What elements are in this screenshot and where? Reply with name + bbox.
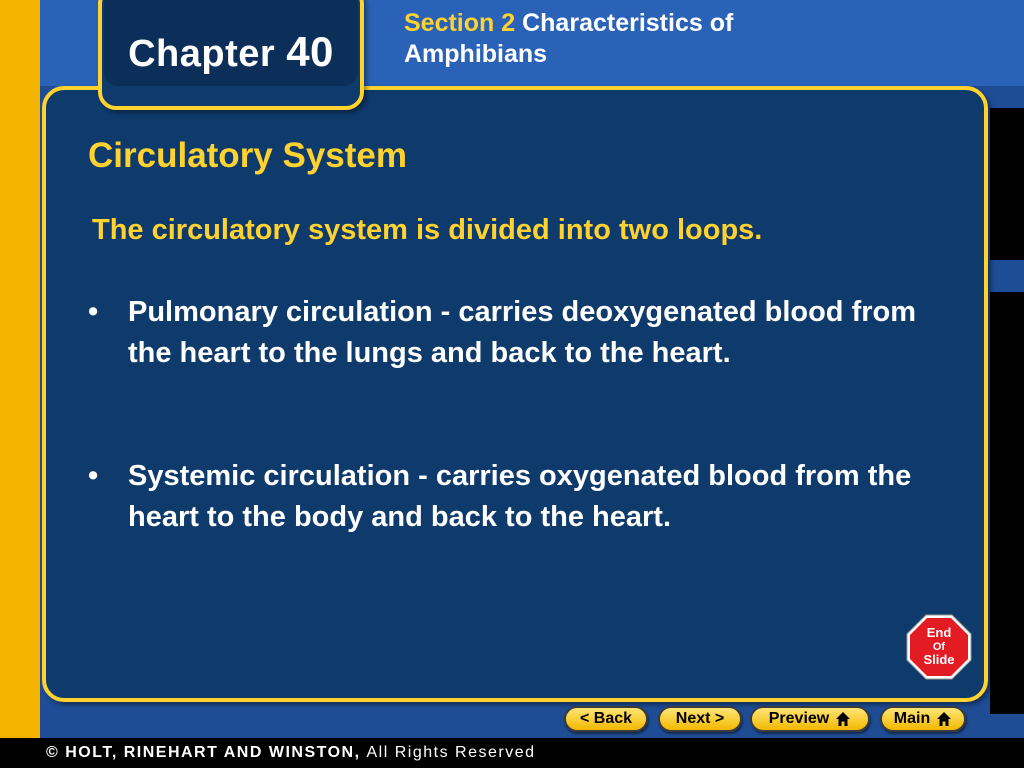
copyright-footer (0, 738, 1024, 768)
bullet-text: Pulmonary circulation - carries deoxygenated blood from the heart to the lungs and back to the heart. (128, 296, 917, 369)
main-label: Main (893, 710, 931, 727)
main-button[interactable] (880, 706, 966, 732)
chapter-word: Chapter (128, 33, 276, 75)
bullet-item (88, 292, 938, 374)
back-label: < Back (579, 710, 633, 727)
right-edge-block (990, 292, 1024, 714)
bullet-text: Systemic circulation - carries oxygenated blood from the heart to the body and back to the heart. (128, 460, 912, 533)
intro-text: The circulatory system is divided into two loops. (92, 214, 763, 246)
section-label: Section 2 (404, 9, 516, 37)
left-stripe (0, 0, 40, 738)
bullet-symbol: • (88, 296, 99, 328)
end-sign-line1: End (926, 625, 952, 640)
chapter-number: 40 (286, 28, 334, 75)
preview-label: Preview (768, 710, 830, 727)
bullet-symbol: • (88, 460, 99, 492)
next-label: Next > (675, 710, 725, 727)
section-title: Characteristics of Amphibians (404, 9, 734, 68)
back-button[interactable] (564, 706, 648, 732)
stop-sign-icon (906, 614, 972, 680)
slide-title: Circulatory System (88, 136, 408, 175)
end-of-slide-button[interactable] (906, 614, 972, 680)
chapter-label (104, 28, 358, 76)
section-header (404, 8, 824, 70)
next-button[interactable] (658, 706, 742, 732)
house-icon (936, 711, 952, 727)
content-panel (42, 86, 988, 702)
right-edge-block (990, 108, 1024, 260)
end-sign-line2: Of (932, 641, 946, 653)
house-icon (835, 711, 851, 727)
rights-text: All Rights Reserved (366, 744, 536, 761)
copyright-text: © HOLT, RINEHART AND WINSTON, (46, 744, 361, 761)
bullet-item (88, 456, 938, 538)
end-sign-line3: Slide (923, 652, 955, 667)
preview-button[interactable] (750, 706, 870, 732)
